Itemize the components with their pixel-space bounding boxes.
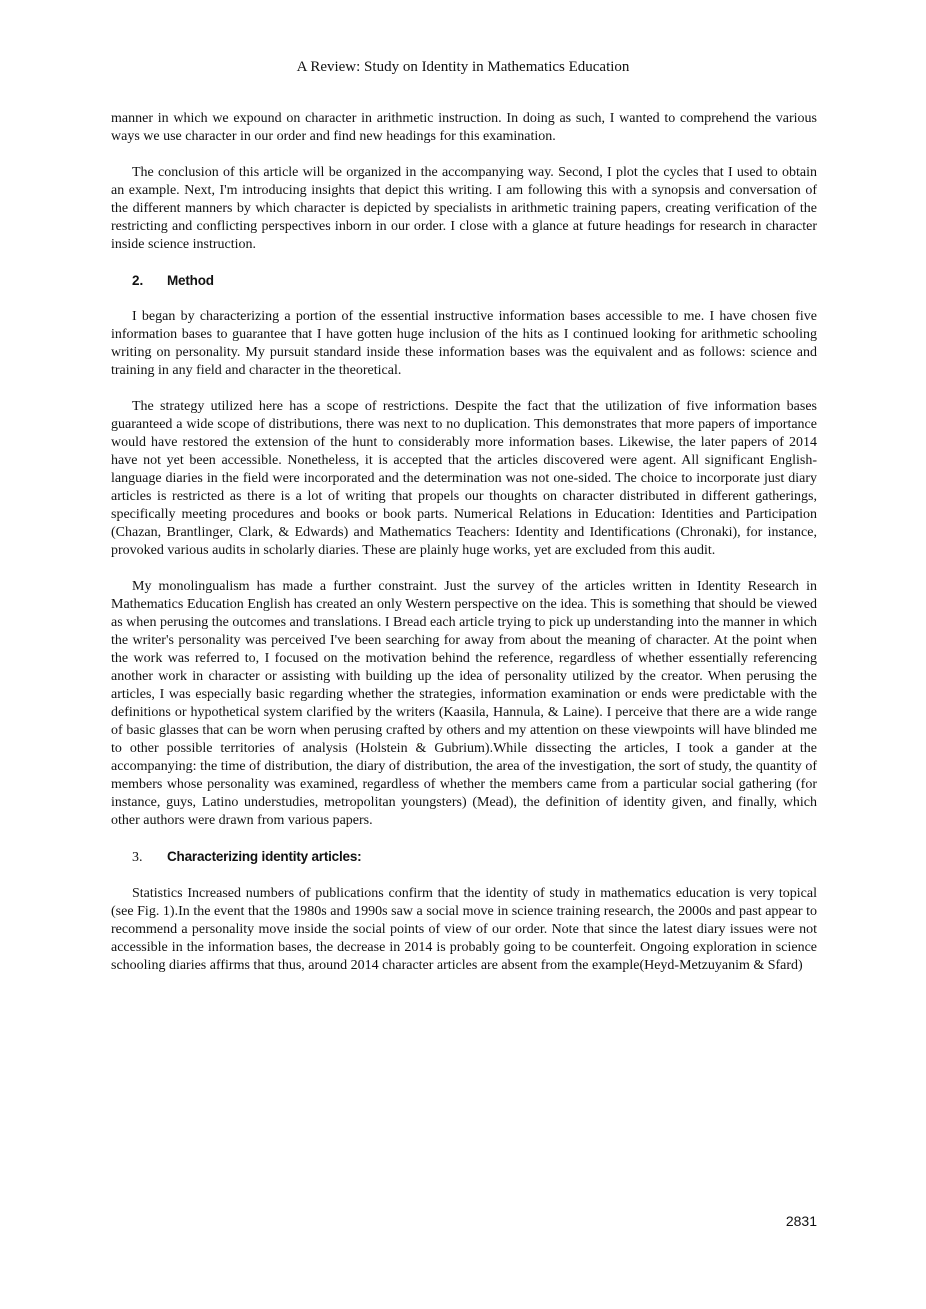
paragraph: I began by characterizing a portion of the essential instructive information bases accessible to me. I have chosen five information bases to guarantee that I have gotten huge inclusion of the hits as I continued looking for arithmetic schooling writing on personality. My pursuit standard inside these information bases was the equivalent and as follows: science and training in any field and character in the theoretical. xyxy=(111,309,817,378)
paragraph: Statistics Increased numbers of publications confirm that the identity of study in mathematics education is very topical (see Fig. 1).In the event that the 1980s and 1990s saw a social move in science training research, the 2000s and past appear to recommend a personality move inside the social points of view of our order. Note that since the latest diary issues were not accessible in the information bases, the decrease in 2014 is probably going to be counterfeit. Ongoing exploration in science schooling diaries affirms that thus, around 2014 character articles are absent from the example(Heyd-Metzuyanim & Sfard) xyxy=(111,886,817,973)
running-title: A Review: Study on Identity in Mathematics Education xyxy=(296,59,630,75)
section-heading-method xyxy=(111,272,817,290)
paragraph: My monolingualism has made a further constraint. Just the survey of the articles written in Identity Research in Mathematics Education English has created an only Western perspective on the idea. This is something that should be viewed as when perusing the outcomes and translations. I Bread each article trying to pick up understanding into the manner in which the writer's personality was perceived I've been searching for away from about the meaning of character. At the point when the work was referred to, I focused on the motivation behind the reference, regardless of whether essentially referencing another work in character or assisting with building up the idea of personality utilized by the creator. When perusing the articles, I was especially basic regarding whether the strategies, information examination or ends were predictable with the definitions or hypothetical system clarified by the writers (Kaasila, Hannula, & Laine). I perceive that there are a wide range of basic glasses that can be worn when perusing crafted by others and my attention on these viewpoints will have blinded me to other possible territories of analysis (Holstein & Gubrium).While dissecting the articles, I took a gander at the accompanying: the time of distribution, the diary of distribution, the area of the investigation, the sort of study, the quantity of members whose personality was examined, regardless of whether the members came from a particular social gathering (for instance, guys, Latino understudies, metropolitan youngsters) (Mead), the definition of identity given, and finally, which other authors were drawn from various papers. xyxy=(111,579,817,828)
paragraph: manner in which we expound on character in arithmetic instruction. In doing as such, I wanted to comprehend the various ways we use character in our order and find new headings for this examination. xyxy=(111,111,817,144)
section-title: Characterizing identity articles: xyxy=(167,849,362,864)
section-number: 3. xyxy=(132,850,143,865)
page-number: 2831 xyxy=(785,1213,817,1229)
paragraph: The conclusion of this article will be organized in the accompanying way. Second, I plot the cycles that I used to obtain an example. Next, I'm introducing insights that depict this writing. I am following this with a synopsis and conversation of the different manners by which character is depicted by specialists in arithmetic training papers, creating verification of the restricting and conflicting perspectives inborn in our order. I close with a glance at future headings for research in character inside science instruction. xyxy=(111,165,817,252)
paragraph: The strategy utilized here has a scope of restrictions. Despite the fact that the utilization of five information bases guaranteed a wide scope of distributions, there was next to no duplication. This demonstrates that more papers of importance would have restored the extension of the hunt to considerably more information bases. Likewise, the later papers of 2014 have not yet been accessible. Nonetheless, it is accepted that the articles discovered were agent. All significant English-language diaries in the field were incorporated and the determination was not one-sided. The choice to incorporate just diary articles is restricted as there is a lot of writing that propels our thoughts on character distributed in different gatherings, specifically meeting procedures and books or book parts. Numerical Relations in Education: Identities and Participation (Chazan, Brantlinger, Clark, & Edwards) and Mathematics Teachers: Identity and Identifications (Chronaki), for instance, provoked various audits in scholarly diaries. These are plainly huge works, yet are excluded from this audit. xyxy=(111,399,817,558)
section-number: 2. xyxy=(132,273,144,288)
article-body xyxy=(111,110,817,975)
section-heading-characterizing xyxy=(111,848,817,867)
section-title: Method xyxy=(167,273,214,288)
